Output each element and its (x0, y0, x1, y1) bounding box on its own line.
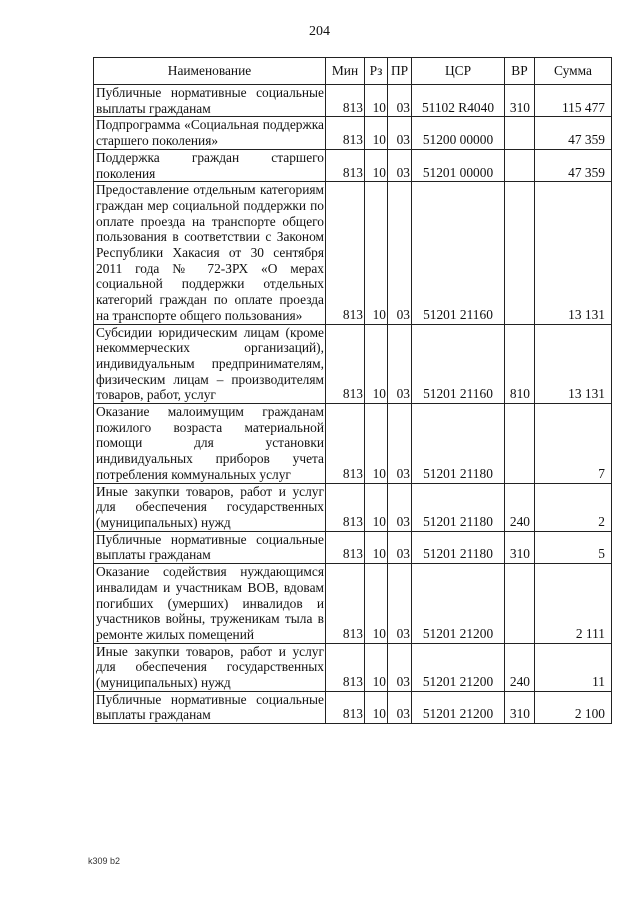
row-name: Предоставление отдельным категориям граждан мер социальной поддержки по оплате проезда на транспорте общего пользования в соответствии с Законом Республики Хакасия от 30 сентября 2011 года № 72-ЗРХ «О мерах социальной поддержки отдельных категорий граждан по оплате проезда на транспорте общего пользования» (94, 182, 326, 324)
row-csr: 51201 21180 (412, 483, 505, 531)
header-csr: ЦСР (412, 58, 505, 85)
row-rz: 10 (365, 182, 388, 324)
row-sum: 5 (535, 531, 612, 563)
row-rz: 10 (365, 85, 388, 117)
row-rz: 10 (365, 483, 388, 531)
row-pr: 03 (388, 564, 412, 644)
row-csr: 51200 00000 (412, 117, 505, 149)
row-pr: 03 (388, 404, 412, 484)
row-name: Публичные нормативные социальные выплаты гражданам (94, 85, 326, 117)
row-min: 813 (326, 324, 365, 404)
row-vr (505, 182, 535, 324)
row-vr (505, 564, 535, 644)
table-row (94, 691, 612, 723)
row-min: 813 (326, 117, 365, 149)
row-csr: 51102 R4040 (412, 85, 505, 117)
header-rz: Рз (365, 58, 388, 85)
row-sum: 2 (535, 483, 612, 531)
row-csr: 51201 21160 (412, 182, 505, 324)
table-row (94, 564, 612, 644)
table-row (94, 117, 612, 149)
row-name: Оказание малоимущим гражданам пожилого возраста материальной помощи для установки индивидуальных приборов учета потребления коммунальных услуг (94, 404, 326, 484)
row-sum: 13 131 (535, 324, 612, 404)
table-row (94, 324, 612, 404)
row-vr: 310 (505, 691, 535, 723)
budget-table (93, 57, 612, 724)
row-min: 813 (326, 483, 365, 531)
row-min: 813 (326, 531, 365, 563)
table-row (94, 531, 612, 563)
table-row (94, 182, 612, 324)
row-sum: 115 477 (535, 85, 612, 117)
table-row (94, 149, 612, 181)
row-name: Иные закупки товаров, работ и услуг для обеспечения государственных (муниципальных) нужд (94, 643, 326, 691)
row-vr: 240 (505, 643, 535, 691)
table-row (94, 404, 612, 484)
row-name: Иные закупки товаров, работ и услуг для обеспечения государственных (муниципальных) нужд (94, 483, 326, 531)
row-rz: 10 (365, 531, 388, 563)
table-row (94, 483, 612, 531)
row-vr: 310 (505, 85, 535, 117)
row-rz: 10 (365, 324, 388, 404)
row-name: Публичные нормативные социальные выплаты гражданам (94, 531, 326, 563)
row-csr: 51201 00000 (412, 149, 505, 181)
row-vr (505, 404, 535, 484)
table-header-row (94, 58, 612, 85)
row-rz: 10 (365, 564, 388, 644)
row-name: Подпрограмма «Социальная поддержка старшего поколения» (94, 117, 326, 149)
row-rz: 10 (365, 117, 388, 149)
row-vr: 240 (505, 483, 535, 531)
row-rz: 10 (365, 149, 388, 181)
row-min: 813 (326, 149, 365, 181)
row-pr: 03 (388, 117, 412, 149)
row-name: Оказание содействия нуждающимся инвалидам и участникам ВОВ, вдовам погибших (умерших) инвалидов и участников войны, труженикам тыла в ремонте жилых помещений (94, 564, 326, 644)
row-vr: 310 (505, 531, 535, 563)
row-csr: 51201 21200 (412, 643, 505, 691)
row-name: Поддержка граждан старшего поколения (94, 149, 326, 181)
row-pr: 03 (388, 531, 412, 563)
row-pr: 03 (388, 182, 412, 324)
row-csr: 51201 21180 (412, 531, 505, 563)
row-vr (505, 117, 535, 149)
page-number: 204 (309, 24, 330, 39)
row-csr: 51201 21200 (412, 691, 505, 723)
row-csr: 51201 21200 (412, 564, 505, 644)
row-sum: 7 (535, 404, 612, 484)
row-pr: 03 (388, 149, 412, 181)
row-min: 813 (326, 564, 365, 644)
row-pr: 03 (388, 643, 412, 691)
row-csr: 51201 21180 (412, 404, 505, 484)
footer-code: k309 b2 (88, 856, 121, 866)
row-vr (505, 149, 535, 181)
row-sum: 2 100 (535, 691, 612, 723)
row-rz: 10 (365, 691, 388, 723)
row-sum: 47 359 (535, 117, 612, 149)
row-sum: 47 359 (535, 149, 612, 181)
header-min: Мин (326, 58, 365, 85)
table-row (94, 85, 612, 117)
row-sum: 13 131 (535, 182, 612, 324)
row-min: 813 (326, 691, 365, 723)
header-pr: ПР (388, 58, 412, 85)
row-min: 813 (326, 182, 365, 324)
row-name: Субсидии юридическим лицам (кроме некоммерческих организаций), индивидуальным предпринимателям, физическим лицам – производителям товаров, работ, услуг (94, 324, 326, 404)
row-sum: 11 (535, 643, 612, 691)
row-min: 813 (326, 85, 365, 117)
row-pr: 03 (388, 85, 412, 117)
row-name: Публичные нормативные социальные выплаты гражданам (94, 691, 326, 723)
row-sum: 2 111 (535, 564, 612, 644)
header-name: Наименование (94, 58, 326, 85)
row-pr: 03 (388, 483, 412, 531)
row-min: 813 (326, 643, 365, 691)
row-csr: 51201 21160 (412, 324, 505, 404)
row-rz: 10 (365, 643, 388, 691)
row-min: 813 (326, 404, 365, 484)
row-vr: 810 (505, 324, 535, 404)
header-vr: ВР (505, 58, 535, 85)
header-sum: Сумма (535, 58, 612, 85)
row-rz: 10 (365, 404, 388, 484)
row-pr: 03 (388, 324, 412, 404)
table-row (94, 643, 612, 691)
row-pr: 03 (388, 691, 412, 723)
